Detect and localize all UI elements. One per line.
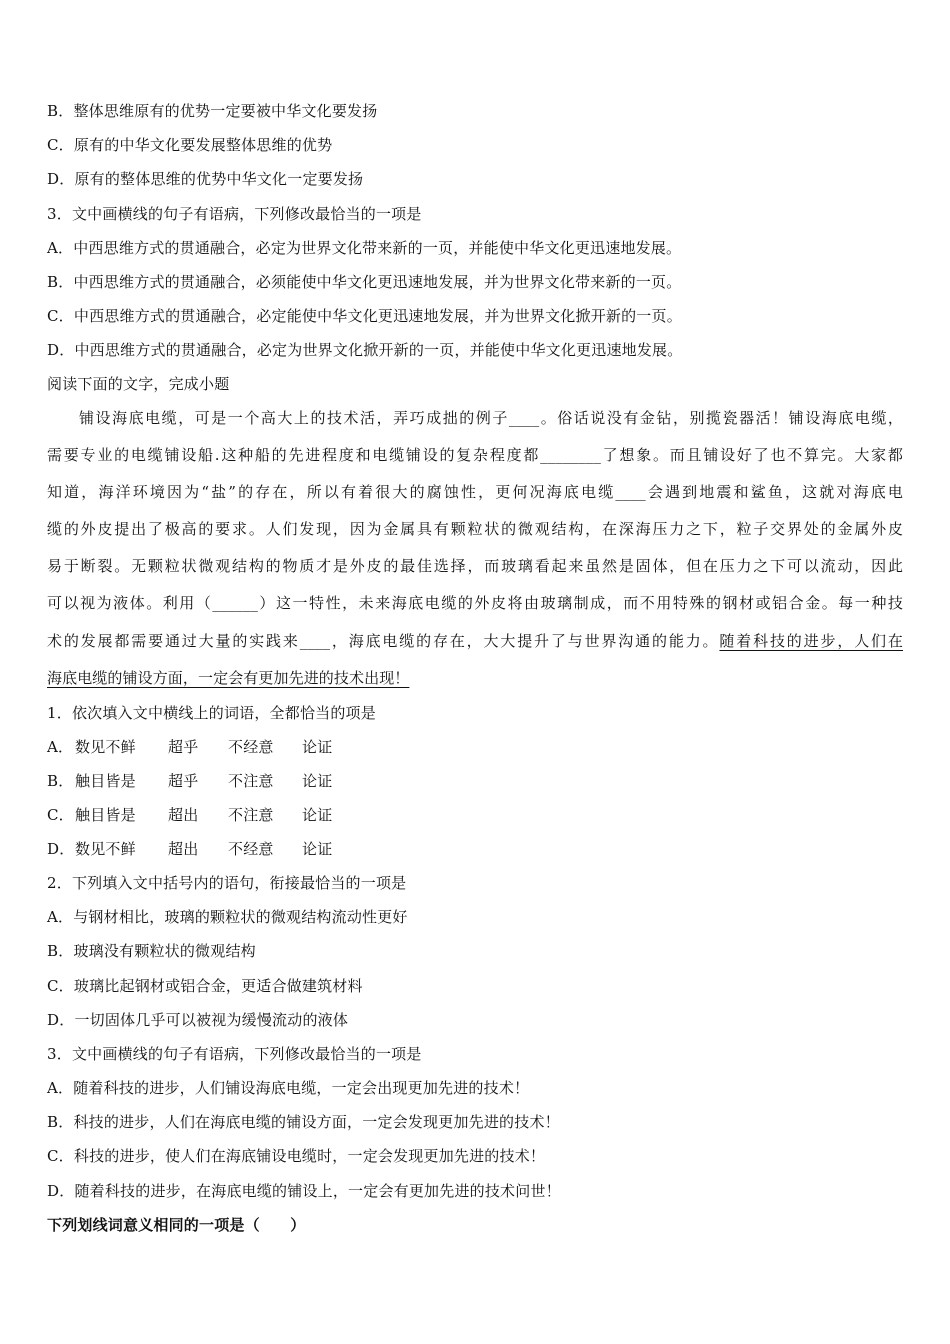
prev-q3-option-c (47, 305, 682, 327)
q3-option-c (47, 1145, 545, 1167)
option-label: C． (47, 307, 74, 325)
passage-line: 铺设海底电缆，可是一个高大上的技术活，弄巧成拙的例子____。俗话说没有金钻，别揽瓷器活！铺设海底电缆， (79, 409, 903, 427)
option-word: 不注意 (228, 806, 274, 824)
option-label: B． (47, 772, 74, 790)
q2-option-b (47, 940, 256, 962)
option-word: 数见不鲜 (75, 840, 136, 858)
q3-option-a (47, 1077, 529, 1099)
option-text: 中西思维方式的贯通融合，必定为世界文化带来新的一页，并能使中华文化更迅速地发展。 (73, 239, 682, 257)
q1-stem: 1．依次填入文中横线上的词语，全都恰当的项是 (47, 704, 376, 722)
option-word: 论证 (302, 772, 333, 790)
option-word: 触目皆是 (75, 806, 136, 824)
option-text: 随着科技的进步，在海底电缆的铺设上，一定会有更加先进的技术问世！ (74, 1182, 561, 1200)
q2-option-c (47, 975, 363, 997)
option-word: 论证 (302, 840, 333, 858)
passage-line: 需要专业的电缆铺设船.这种船的先进程度和电缆铺设的复杂程度都________了想象。而且铺设好了也不算完。大家都 (47, 446, 903, 464)
q2-option-d (47, 1009, 348, 1031)
option-word: 数见不鲜 (75, 738, 136, 756)
underlined-sentence: 随着科技的进步，人们在 (719, 632, 903, 650)
option-label: C． (47, 806, 74, 824)
prev-q2-option-c (47, 134, 332, 156)
option-word: 超乎 (168, 738, 199, 756)
option-text: 科技的进步，人们在海底电缆的铺设方面，一定会发现更加先进的技术！ (73, 1113, 560, 1131)
passage-line: 缆的外皮提出了极高的要求。人们发现，因为金属具有颗粒状的微观结构，在深海压力之下，粒子交界处的金属外皮 (47, 520, 903, 538)
prev-q3-option-a (47, 237, 681, 259)
option-word: 超出 (168, 806, 199, 824)
prev-q2-option-d (47, 168, 363, 190)
option-label: D． (47, 840, 75, 858)
option-label: A． (47, 239, 74, 257)
prev-q2-option-b (47, 100, 377, 122)
q2-stem: 2．下列填入文中括号内的语句，衔接最恰当的一项是 (47, 874, 407, 892)
passage-line (47, 667, 903, 689)
option-label: B． (47, 102, 74, 120)
q1-option-a (47, 736, 332, 758)
option-label: A． (47, 738, 74, 756)
option-text: 玻璃没有颗粒状的微观结构 (73, 942, 256, 960)
option-label: C． (47, 977, 74, 995)
prev-q3-option-b (47, 271, 681, 293)
option-text: 玻璃比起钢材或铝合金，更适合做建筑材料 (73, 977, 363, 995)
option-word: 不经意 (228, 840, 274, 858)
q3-option-b (47, 1111, 560, 1133)
prev-q3-stem: 3．文中画横线的句子有语病，下列修改最恰当的一项是 (47, 205, 422, 223)
option-text: 原有的整体思维的优势中华文化一定要发扬 (74, 170, 364, 188)
option-text: 科技的进步，使人们在海底铺设电缆时，一定会发现更加先进的技术！ (73, 1147, 546, 1165)
option-label: B． (47, 1113, 74, 1131)
option-text: 中西思维方式的贯通融合，必定能使中华文化更迅速地发展，并为世界文化掀开新的一页。 (73, 307, 682, 325)
q1-option-d (47, 838, 332, 860)
option-label: A． (47, 908, 74, 926)
section-heading: 阅读下面的文字，完成小题 (47, 375, 230, 393)
option-label: B． (47, 942, 74, 960)
q3-option-d (47, 1180, 561, 1202)
prev-q3-option-d (47, 339, 682, 361)
underlined-sentence: 海底电缆的铺设方面，一定会有更加先进的技术出现！ (47, 669, 410, 687)
passage-line: 可以视为液体。利用（______）这一特性，未来海底电缆的外皮将由玻璃制成，而不用特殊的钢材或铝合金。每一种技 (47, 594, 903, 612)
option-text: 与钢材相比，玻璃的颗粒状的微观结构流动性更好 (73, 908, 408, 926)
passage-line: 易于断裂。无颗粒状微观结构的物质才是外皮的最佳选择，而玻璃看起来虽然是固体，但在压力之下可以流动，因此 (47, 557, 903, 575)
option-text: 随着科技的进步，人们铺设海底电缆，一定会出现更加先进的技术！ (73, 1079, 530, 1097)
next-question-stem: 下列划线词意义相同的一项是（ ） (47, 1216, 306, 1234)
option-text: 中西思维方式的贯通融合，必须能使中华文化更迅速地发展，并为世界文化带来新的一页。 (73, 273, 682, 291)
option-word: 触目皆是 (75, 772, 136, 790)
option-text: 一切固体几乎可以被视为缓慢流动的液体 (74, 1011, 349, 1029)
option-word: 超乎 (168, 772, 199, 790)
option-label: A． (47, 1079, 74, 1097)
option-label: D． (47, 1182, 75, 1200)
q1-option-b (47, 770, 332, 792)
option-label: C． (47, 136, 74, 154)
option-word: 论证 (302, 738, 333, 756)
option-word: 不经意 (228, 738, 274, 756)
passage-line (47, 630, 903, 652)
q1-option-c (47, 804, 332, 826)
option-label: C． (47, 1147, 74, 1165)
option-label: D． (47, 170, 75, 188)
q3-stem: 3．文中画横线的句子有语病，下列修改最恰当的一项是 (47, 1045, 422, 1063)
option-label: D． (47, 341, 75, 359)
option-label: B． (47, 273, 74, 291)
option-word: 不注意 (228, 772, 274, 790)
option-word: 超出 (168, 840, 199, 858)
passage-text: 术的发展都需要通过大量的实践来____，海底电缆的存在，大大提升了与世界沟通的能力。 (47, 632, 720, 650)
q2-option-a (47, 906, 408, 928)
option-label: D． (47, 1011, 75, 1029)
option-word: 论证 (302, 806, 333, 824)
passage-line: 知道，海洋环境因为“盐”的存在，所以有着很大的腐蚀性，更何况海底电缆____会遇到地震和鲨鱼，这就对海底电 (47, 483, 903, 501)
option-text: 原有的中华文化要发展整体思维的优势 (73, 136, 333, 154)
option-text: 中西思维方式的贯通融合，必定为世界文化掀开新的一页，并能使中华文化更迅速地发展。 (74, 341, 683, 359)
option-text: 整体思维原有的优势一定要被中华文化要发扬 (73, 102, 378, 120)
